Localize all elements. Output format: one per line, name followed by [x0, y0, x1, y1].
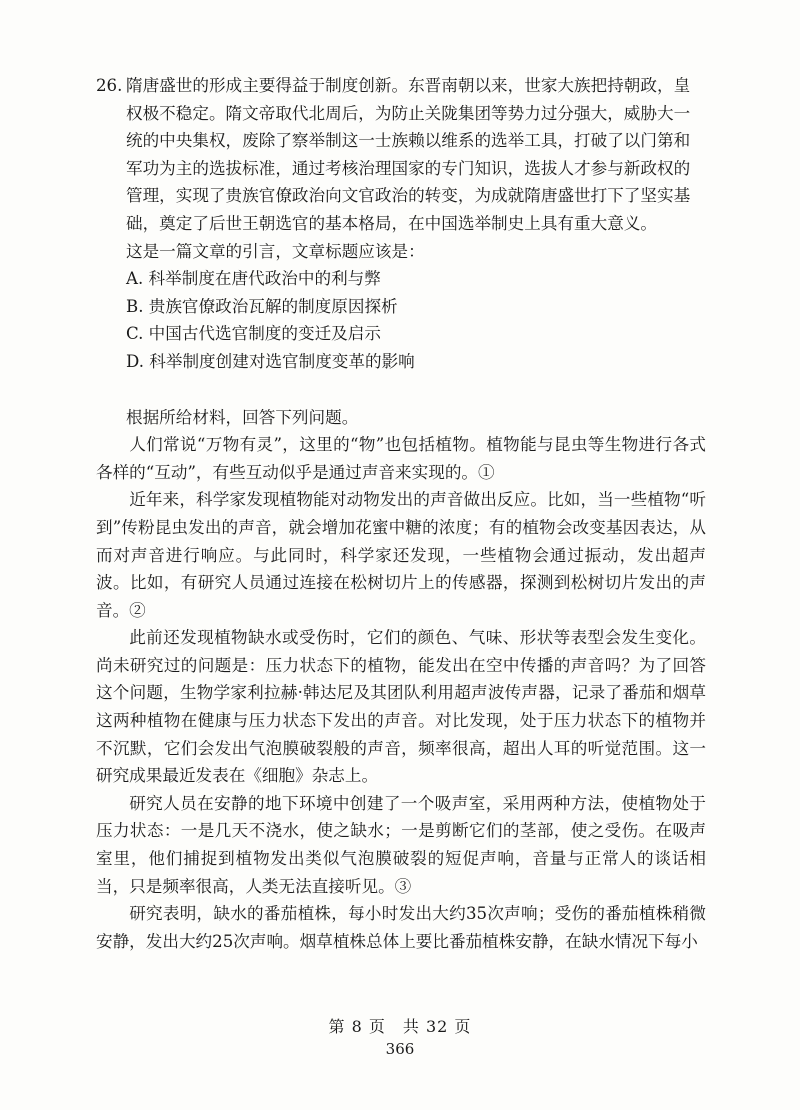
option-a: A. 科举制度在唐代政治中的利与弊 — [126, 269, 381, 289]
question-line: 统的中央集权，废除了察举制这一士族赖以维系的选举工具，打破了以门第和 — [126, 131, 691, 151]
option-d: D. 科举制度创建对选官制度变革的影响 — [126, 351, 415, 371]
question-number: 26. — [96, 76, 123, 95]
question-line: 权极不稳定。隋文帝取代北周后，为防止关陇集团等势力过分强大，威胁大一 — [126, 103, 691, 123]
question-line: 军功为主的选拔标准，通过考核治理国家的专门知识，选拔人才参与新政权的 — [126, 158, 691, 178]
passage-paragraph-2: 近年来，科学家发现植物能对动物发出的声音做出反应。比如，当一些植物“听到”传粉昆虫发出的声音，就会增加花蜜中糖的浓度；有的植物会改变基因表达，从而对声音进行响应。与此同时，科学家还发现，一些植物会通过振动，发出超声波。比如，有研究人员通过连接在松树切片上的传感器，探测到松树切片发出的声音。② — [96, 490, 706, 620]
passage-paragraph-5: 研究表明，缺水的番茄植株，每小时发出大约35次声响；受伤的番茄植株稍微安静，发出大约25次声响。烟草植株总体上要比番茄植株安静，在缺水情况下每小 — [96, 904, 706, 951]
question-stem: 这是一篇文章的引言，文章标题应该是： — [126, 241, 425, 261]
question-line: 础，奠定了后世王朝选官的基本格局，在中国选举制史上具有重大意义。 — [126, 213, 657, 233]
page-content — [96, 72, 706, 955]
passage-paragraph-4: 研究人员在安静的地下环境中创建了一个吸声室，采用两种方法，使植物处于压力状态：一是几天不浇水，使之缺水；一是剪断它们的茎部，使之受伤。在吸声室里，他们捕捉到植物发出类似气泡膜破裂的短促声响，音量与正常人的谈话相当，只是频率很高，人类无法直接听见。③ — [96, 793, 706, 896]
option-c: C. 中国古代选官制度的变迁及启示 — [126, 324, 381, 344]
question-line: 管理，实现了贵族官僚政治向文官政治的转变，为成就隋唐盛世打下了坚实基 — [126, 186, 691, 206]
page-number: 366 — [385, 1040, 415, 1058]
question-26 — [96, 72, 706, 376]
passage-paragraph-1: 人们常说“万物有灵”，这里的“物”也包括植物。植物能与昆虫等生物进行各式各样的“互动”，有些互动似乎是通过声音来实现的。① — [96, 435, 706, 482]
reading-passage — [96, 404, 706, 956]
section-gap — [96, 376, 706, 404]
passage-instruction: 根据所给材料，回答下列问题。 — [126, 407, 359, 427]
option-b: B. 贵族官僚政治瓦解的制度原因探析 — [126, 296, 398, 316]
question-line: 26. 隋唐盛世的形成主要得益于制度创新。东晋南朝以来，世家大族把持朝政，皇 — [126, 72, 706, 100]
page-label: 第 8 页 共 32 页 — [328, 1017, 472, 1036]
passage-paragraph-3: 此前还发现植物缺水或受伤时，它们的颜色、气味、形状等表型会发生变化。尚未研究过的问题是：压力状态下的植物，能发出在空中传播的声音吗？为了回答这个问题，生物学家利拉赫·韩达尼及其团队利用超声波传声器，记录了番茄和烟草这两种植物在健康与压力状态下发出的声音。对比发现，处于压力状态下的植物并不沉默，它们会发出气泡膜破裂般的声音，频率很高，超出人耳的听觉范围。这一研究成果最近发表在《细胞》杂志上。 — [96, 628, 706, 786]
